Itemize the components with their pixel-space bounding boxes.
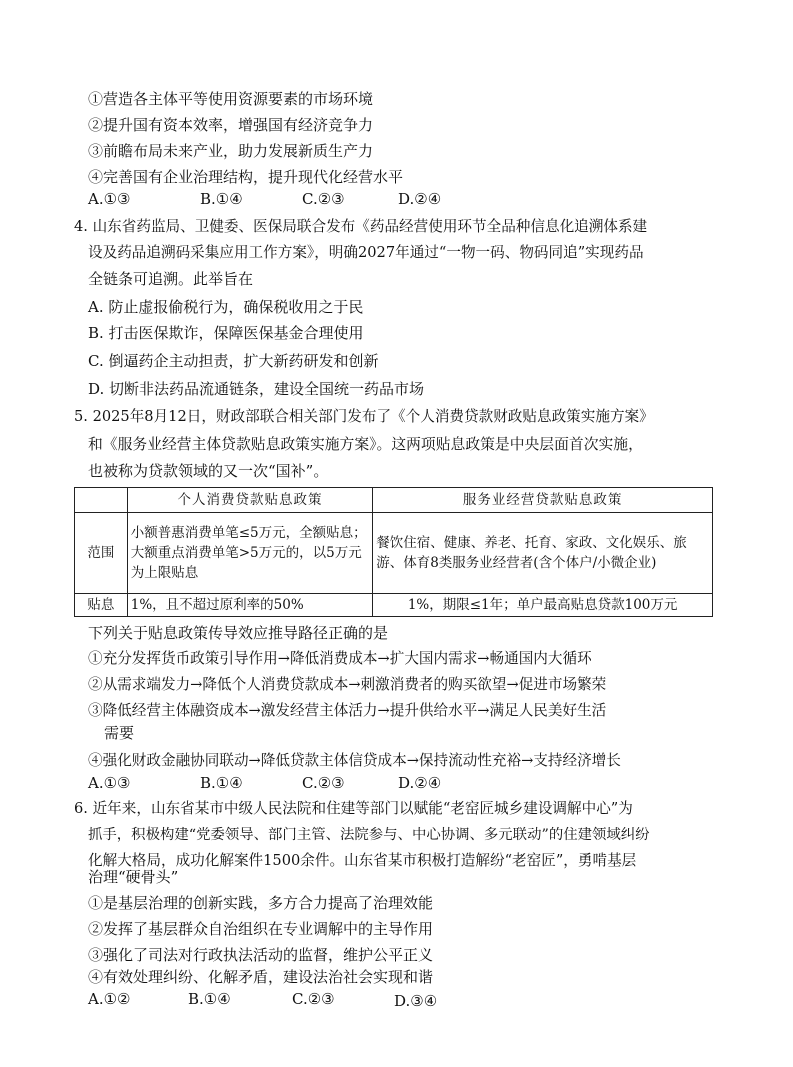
subsidy-policy-table — [74, 487, 713, 617]
table-row-label-subsidy: 贴息 — [75, 594, 128, 617]
q5-item-1: ①充分发挥货币政策引导作用→降低消费成本→扩大国内需求→畅通国内大循环 — [88, 650, 592, 667]
q6-item-1: ①是基层治理的创新实践，多方合力提高了治理效能 — [88, 894, 434, 912]
q5-item-3: ③降低经营主体融资成本→激发经营主体活力→提升供给水平→满足人民美好生活 — [88, 702, 607, 719]
q6-choice-d: D.③④ — [394, 992, 438, 1010]
q6-item-4: ④有效处理纠纷、化解矛盾，建设法治社会实现和谐 — [88, 968, 434, 986]
q3-item-4: ④完善国有企业治理结构，提升现代化经营水平 — [88, 168, 404, 186]
table-header-corner — [75, 488, 128, 513]
q3-item-3: ③前瞻布局未来产业，助力发展新质生产力 — [88, 142, 374, 160]
table-header-row — [75, 488, 713, 513]
q3-item-2: ②提升国有资本效率，增强国有经济竞争力 — [88, 116, 374, 134]
q4-option-d: D. 切断非法药品流通链条，建设全国统一药品市场 — [88, 380, 425, 398]
table-header-personal: 个人消费贷款贴息政策 — [127, 488, 372, 513]
q6-choice-a: A.①② — [88, 990, 131, 1008]
table-cell-scope-personal: 小额普惠消费单笔≤5万元，全额贴息；大额重点消费单笔>5万元的，以5万元为上限贴息 — [127, 513, 372, 594]
q5-choice-c: C.②③ — [302, 774, 345, 792]
q5-choice-b: B.①④ — [200, 774, 243, 792]
q4-option-b: B. 打击医保欺诈，保障医保基金合理使用 — [88, 324, 364, 342]
table-cell-subsidy-personal: 1%，且不超过原利率的50% — [127, 594, 372, 617]
q5-item-3-cont: 需要 — [104, 724, 135, 742]
q6-item-3: ③强化了司法对行政执法活动的监督，维护公平正义 — [88, 946, 434, 964]
table-header-service: 服务业经营贷款贴息政策 — [373, 488, 713, 513]
q5-item-4: ④强化财政金融协同联动→降低贷款主体信贷成本→保持流动性充裕→支持经济增长 — [88, 752, 621, 769]
q5-item-2: ②从需求端发力→降低个人消费贷款成本→刺激消费者的购买欲望→促进市场繁荣 — [88, 676, 607, 693]
q6-stem-line-2: 抓手，积极构建“党委领导、部门主管、法院参与、中心协调、多元联动”的住建领域纠纷 — [88, 827, 650, 843]
table-cell-subsidy-service: 1%，期限≤1年；单户最高贴息贷款100万元 — [373, 594, 713, 617]
q4-stem-line-1: 4. 山东省药监局、卫健委、医保局联合发布《药品经营使用环节全品种信息化追溯体系建 — [74, 218, 648, 235]
q3-item-1: ①营造各主体平等使用资源要素的市场环境 — [88, 90, 374, 108]
q6-choice-b: B.①④ — [188, 990, 231, 1008]
table-row — [75, 513, 713, 594]
table-row — [75, 594, 713, 617]
q6-stem-line-1: 6. 近年来，山东省某市中级人民法院和住建等部门以赋能“老窑匠城乡建设调解中心”为 — [74, 800, 633, 817]
q6-stem-line-3: 化解大格局，成功化解案件1500余件。山东省某市积极打造解纷“老窑匠”，勇啃基层 — [88, 852, 637, 869]
q4-stem-line-2: 设及药品追溯码采集应用工作方案》，明确2027年通过“一物一码、物码同追”实现药品 — [88, 244, 644, 261]
q3-choice-d: D.②④ — [398, 190, 442, 208]
q5-stem-line-1: 5. 2025年8月12日，财政部联合相关部门发布了《个人消费贷款财政贴息政策实施方案》 — [74, 408, 654, 425]
q3-choice-b: B.①④ — [200, 190, 243, 208]
q3-choice-c: C.②③ — [302, 190, 345, 208]
q6-item-2: ②发挥了基层群众自治组织在专业调解中的主导作用 — [88, 920, 434, 938]
q4-option-a: A. 防止虚报偷税行为，确保税收用之于民 — [88, 298, 364, 316]
q6-stem-line-4: 治理“硬骨头” — [88, 868, 179, 886]
q5-stem-line-3: 也被称为贷款领域的又一次“国补”。 — [88, 462, 329, 480]
q5-choice-d: D.②④ — [398, 774, 442, 792]
q5-stem-line-2: 和《服务业经营主体贷款贴息政策实施方案》。这两项贴息政策是中央层面首次实施， — [88, 436, 643, 453]
q6-choice-c: C.②③ — [292, 990, 335, 1008]
q4-option-c: C. 倒逼药企主动担责，扩大新药研发和创新 — [88, 352, 379, 370]
q4-stem-line-3: 全链条可追溯。此举旨在 — [88, 270, 254, 288]
q5-choice-a: A.①③ — [88, 774, 131, 792]
table-row-label-scope: 范围 — [75, 513, 128, 594]
table-cell-scope-service: 餐饮住宿、健康、养老、托育、家政、文化娱乐、旅游、体育8类服务业经营者(含个体户/小微企业) — [373, 513, 713, 594]
q3-choice-a: A.①③ — [88, 190, 131, 208]
q5-question: 下列关于贴息政策传导效应推导路径正确的是 — [88, 624, 389, 642]
